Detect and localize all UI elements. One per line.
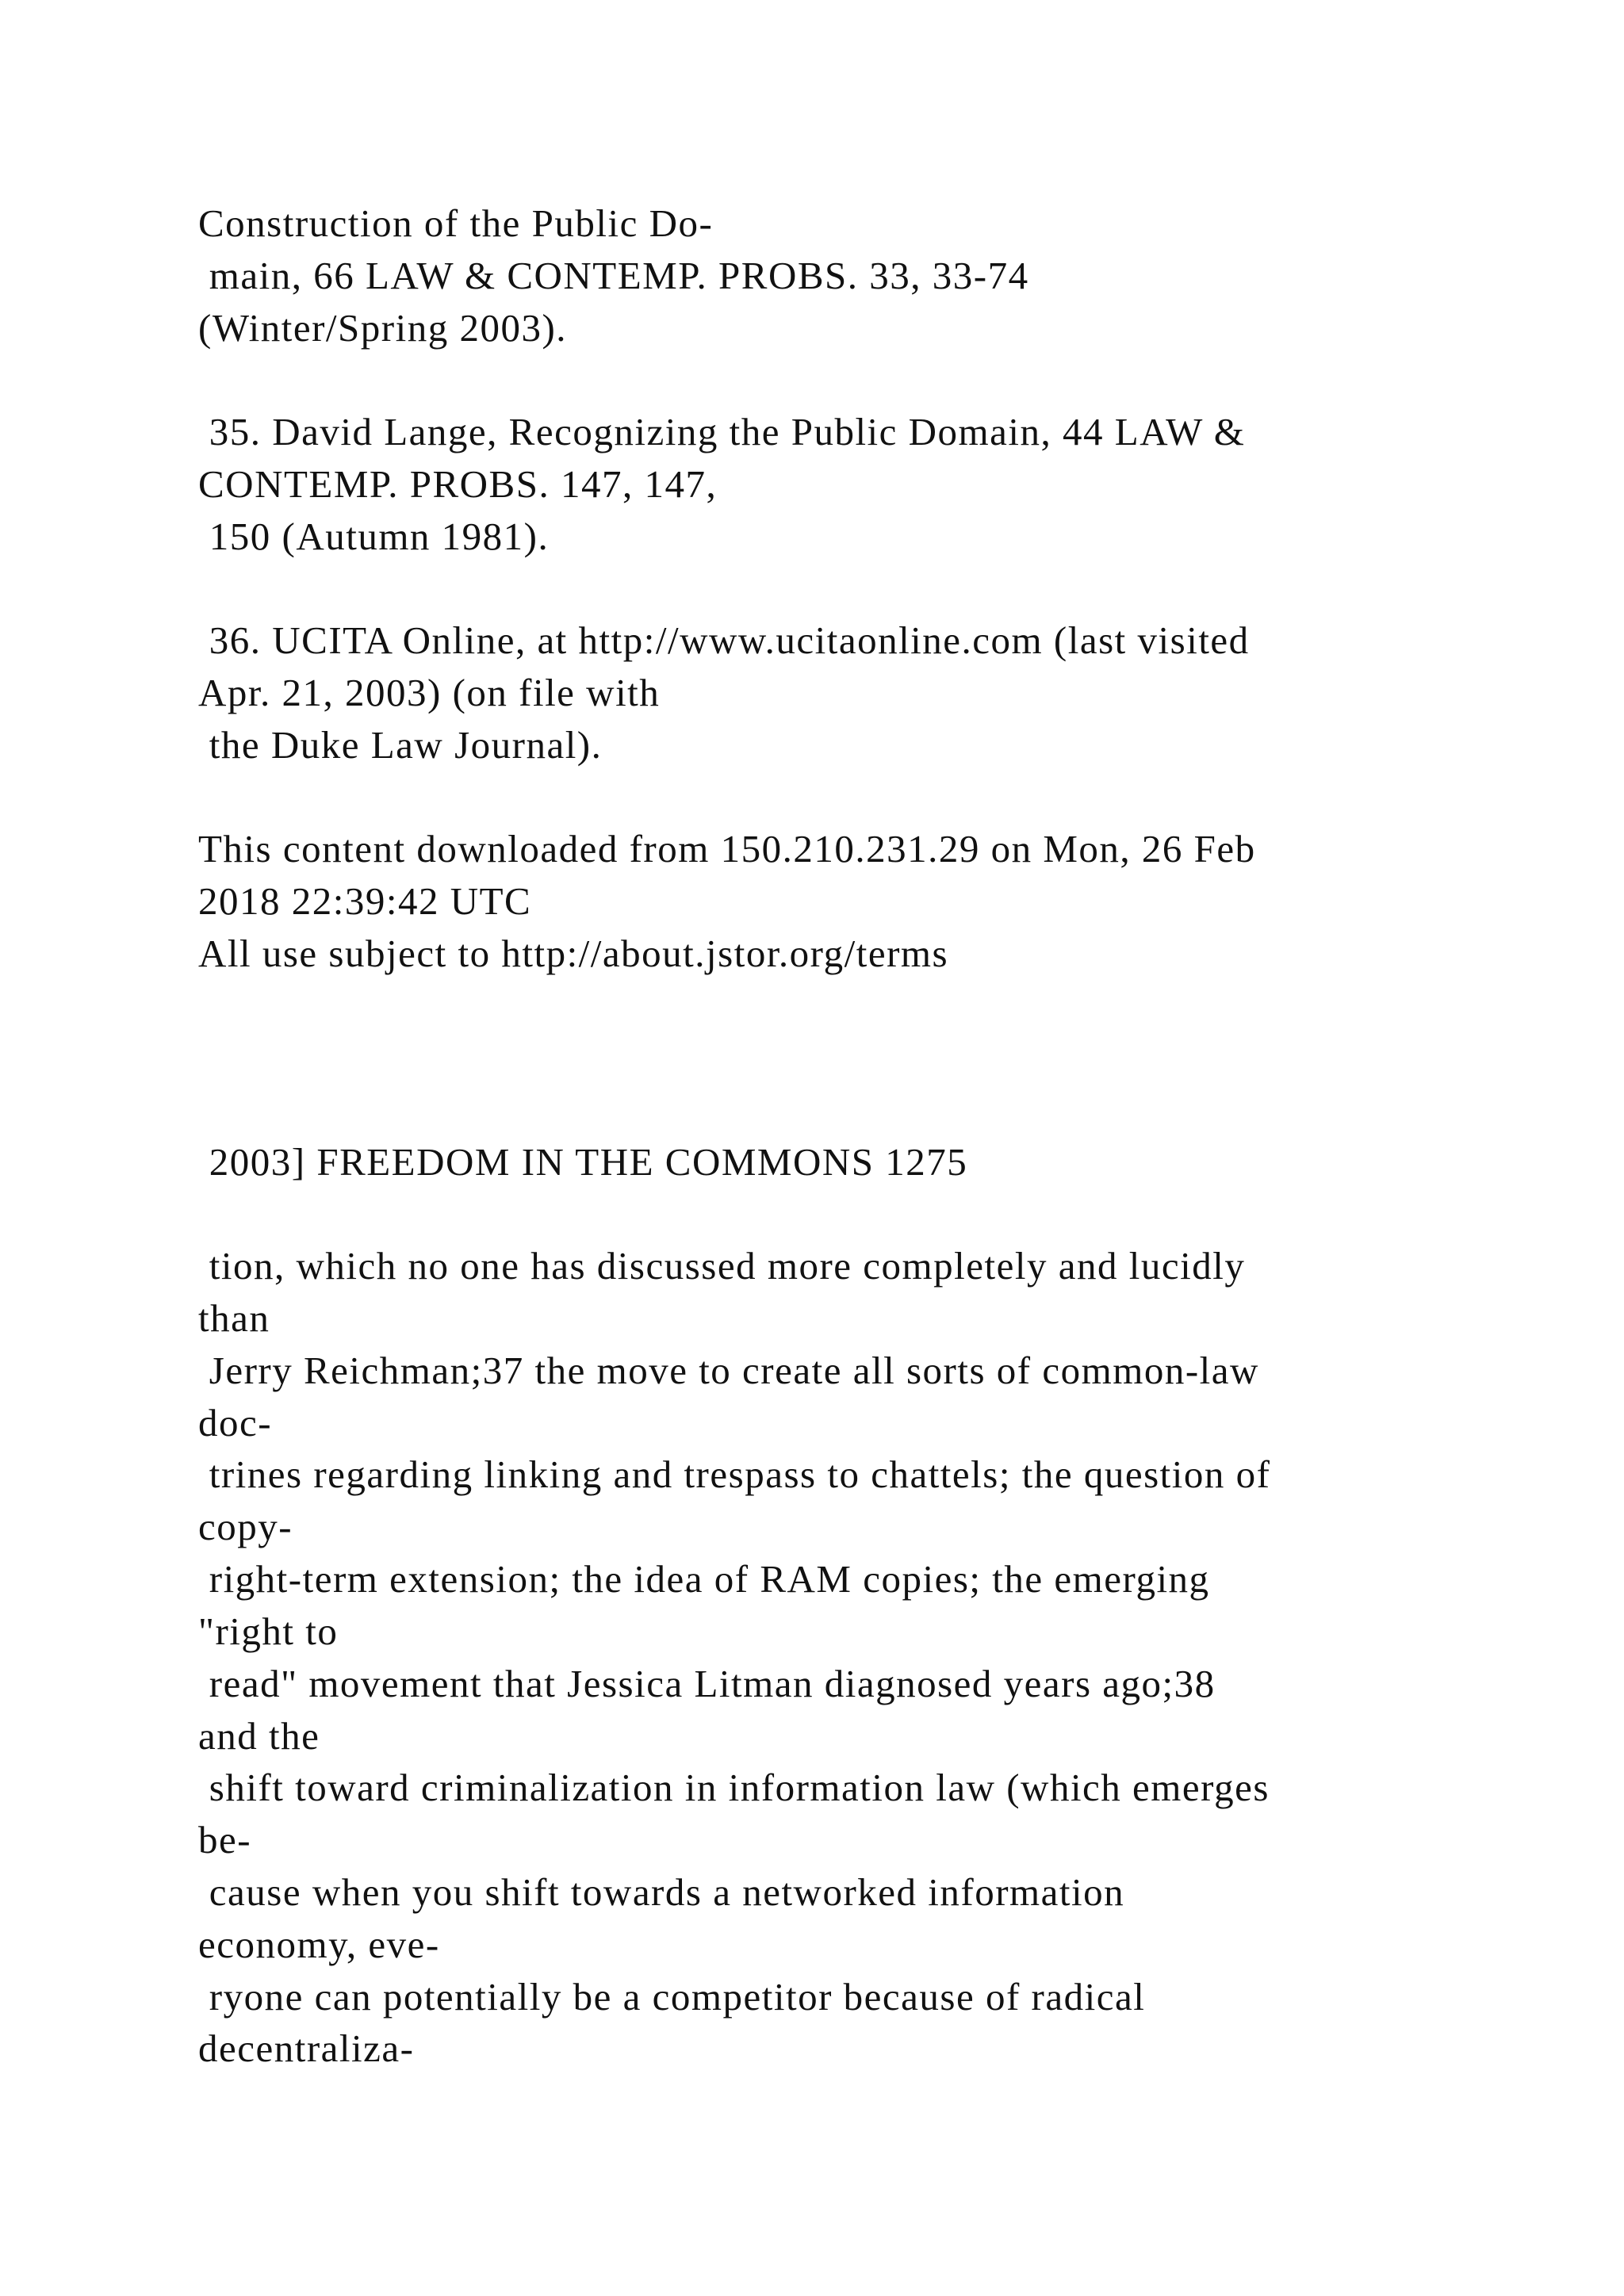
text-line: read" movement that Jessica Litman diagnosed years ago;38 <box>198 1662 1216 1705</box>
text-line: CONTEMP. PROBS. 147, 147, <box>198 462 718 506</box>
text-line: ryone can potentially be a competitor because of radical <box>198 1975 1146 2019</box>
text-line: 36. UCITA Online, at http://www.ucitaonline.com (last visited <box>198 618 1250 662</box>
text-line: than <box>198 1296 270 1340</box>
text-line: right-term extension; the idea of RAM copies; the emerging <box>198 1557 1210 1601</box>
text-line: 150 (Autumn 1981). <box>198 515 550 558</box>
text-line: doc- <box>198 1401 273 1445</box>
text-line: the Duke Law Journal). <box>198 723 603 767</box>
text-line: 2018 22:39:42 UTC <box>198 879 532 923</box>
text-line: economy, eve- <box>198 1923 440 1966</box>
text-line: Jerry Reichman;37 the move to create all sorts of common-law <box>198 1349 1259 1392</box>
text-line: All use subject to http://about.jstor.org/terms <box>198 932 949 975</box>
text-line: (Winter/Spring 2003). <box>198 306 568 350</box>
text-line: This content downloaded from 150.210.231.29 on Mon, 26 Feb <box>198 827 1256 871</box>
text-line: copy- <box>198 1505 293 1548</box>
text-line: shift toward criminalization in information law (which emerges <box>198 1766 1270 1809</box>
text-line: 35. David Lange, Recognizing the Public Domain, 44 LAW & <box>198 410 1246 453</box>
text-line: cause when you shift towards a networked information <box>198 1870 1125 1914</box>
text-line: and the <box>198 1714 320 1758</box>
text-line: be- <box>198 1818 252 1862</box>
text-line: tion, which no one has discussed more completely and lucidly <box>198 1244 1246 1288</box>
text-line: decentraliza- <box>198 2026 415 2070</box>
text-line: Construction of the Public Do- <box>198 201 714 245</box>
text-line: Apr. 21, 2003) (on file with <box>198 671 661 714</box>
text-line: "right to <box>198 1609 339 1653</box>
text-line: trines regarding linking and trespass to chattels; the question of <box>198 1452 1271 1496</box>
running-header: 2003] FREEDOM IN THE COMMONS 1275 <box>198 1140 968 1184</box>
text-line: main, 66 LAW & CONTEMP. PROBS. 33, 33-74 <box>198 254 1029 297</box>
